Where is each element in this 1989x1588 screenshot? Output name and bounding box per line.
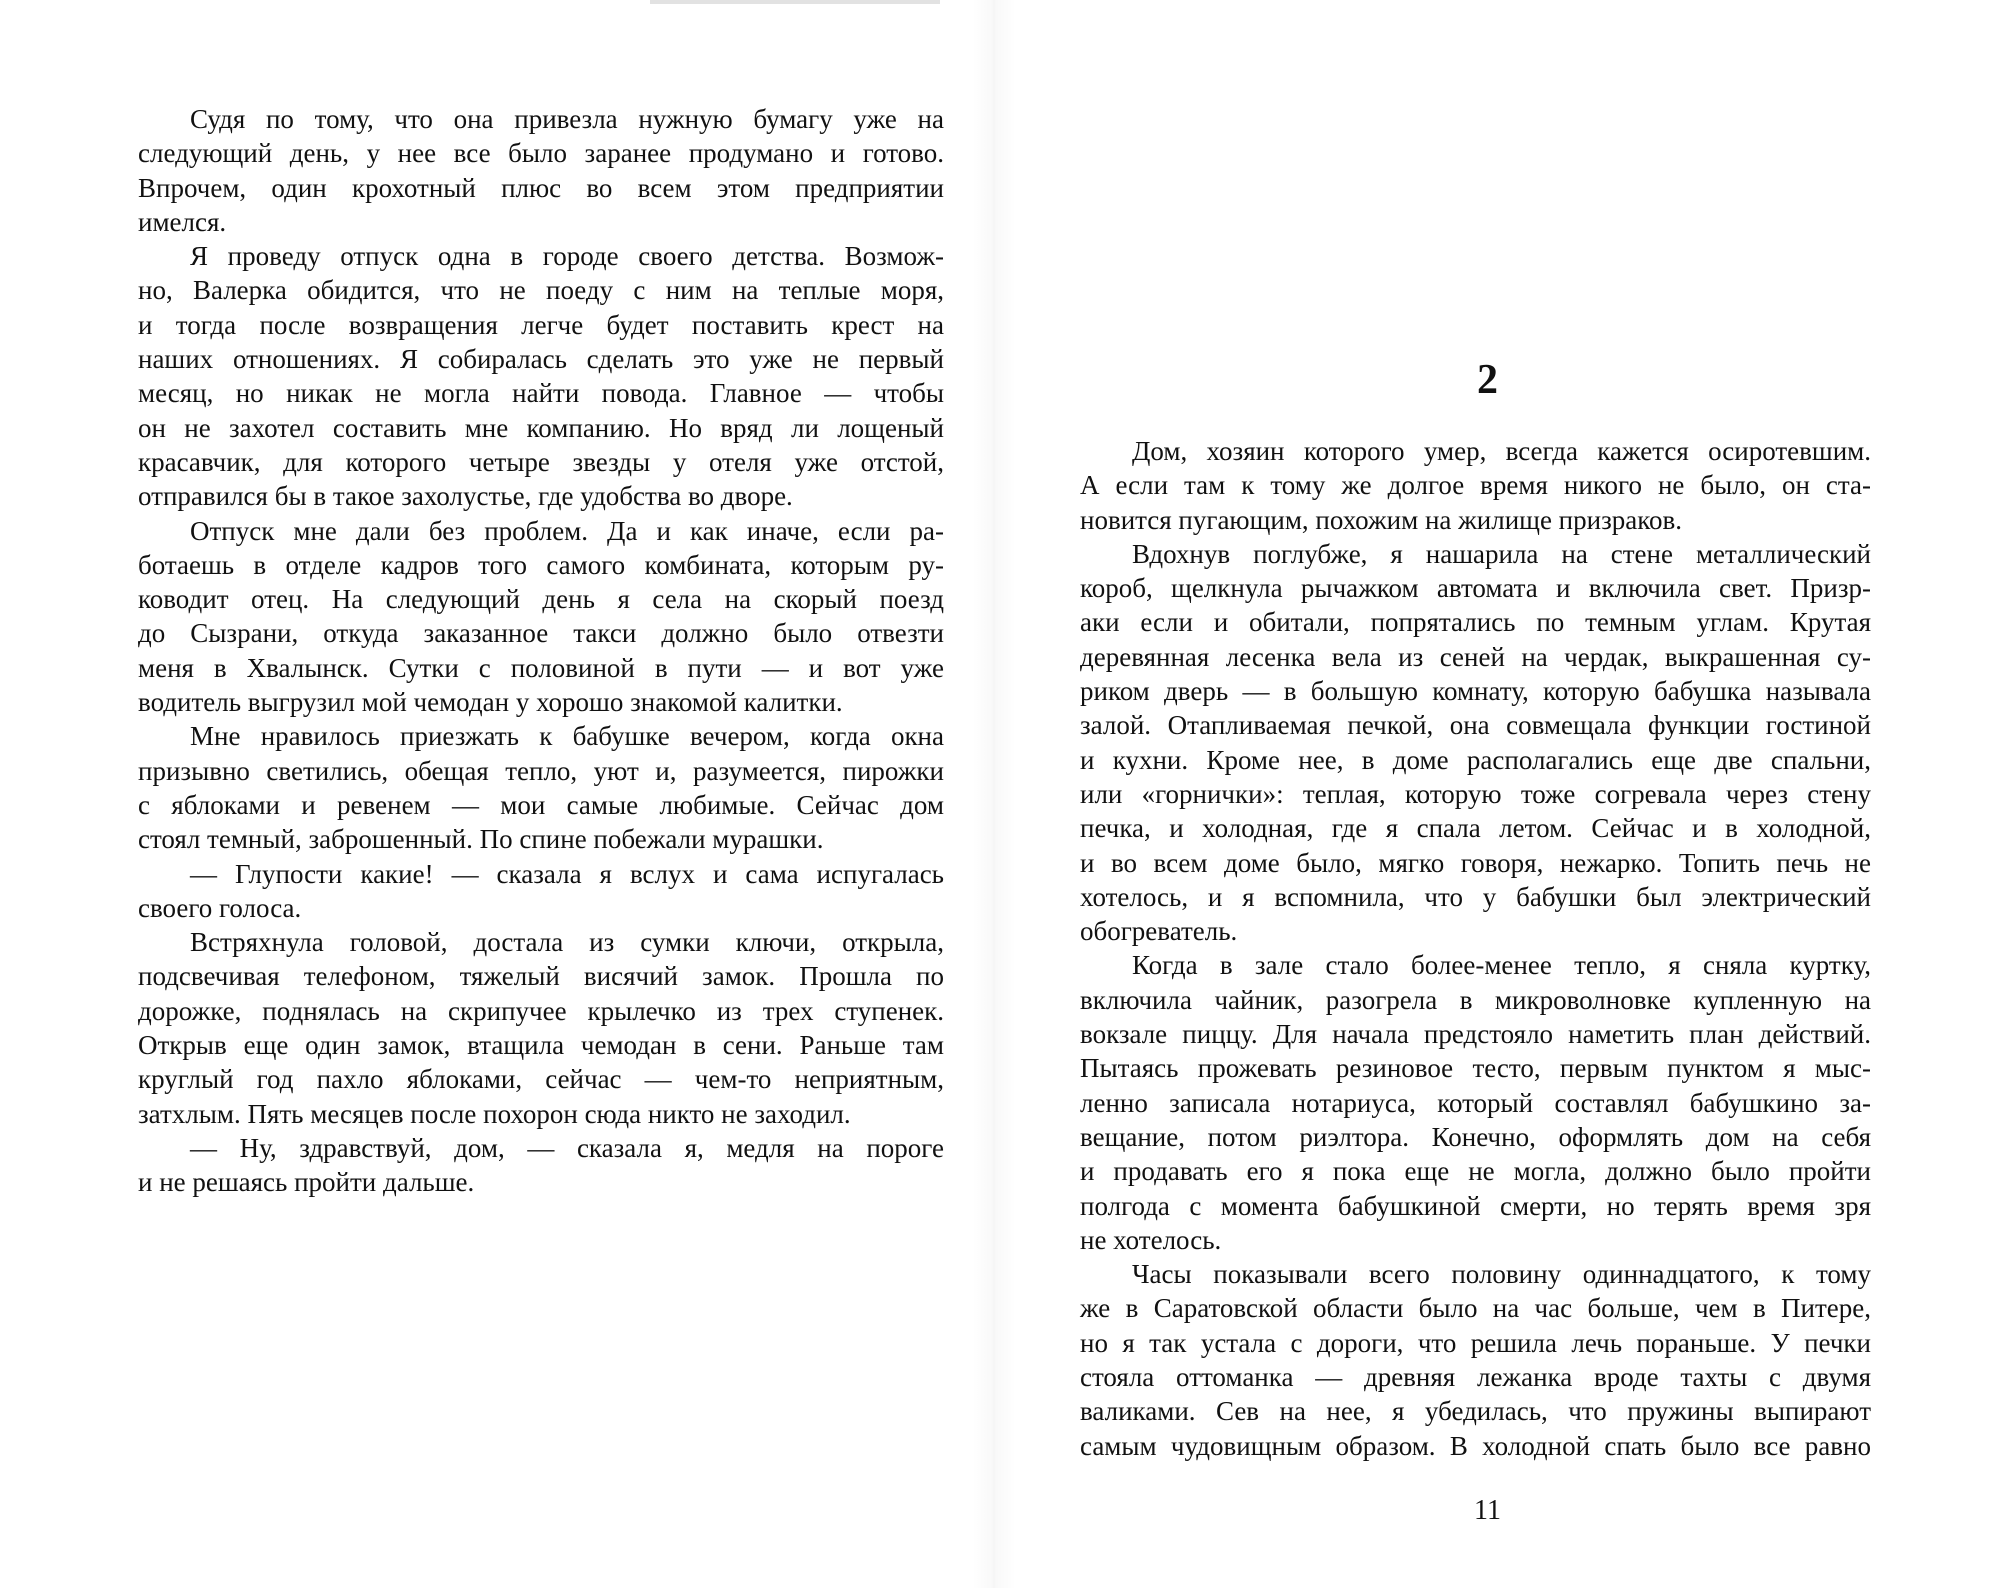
text-line: ководит отец. На следующий день я села на скорый поезд bbox=[138, 584, 944, 615]
text-line: деревянная лесенка вела из сеней на чердак, выкрашенная су- bbox=[1080, 641, 1871, 672]
page-number: 11 bbox=[1474, 1495, 1501, 1526]
text-line: новится пугающим, похожим на жилище призраков. bbox=[1080, 504, 1682, 535]
text-line: — Глупости какие! — сказала я вслух и сама испугалась bbox=[190, 858, 944, 889]
text-line: он не захотел составить мне компанию. Но вряд ли лощеный bbox=[138, 412, 944, 443]
text-line: меня в Хвалынск. Сутки с половиной в пути — и вот уже bbox=[138, 652, 944, 683]
text-line: отправился бы в такое захолустье, где удобства во дворе. bbox=[138, 481, 793, 512]
left-page bbox=[0, 0, 994, 1588]
text-line: но я так устала с дороги, что решила лечь пораньше. У печки bbox=[1080, 1327, 1871, 1358]
text-line: полгода с момента бабушкиной смерти, но терять время зря bbox=[1080, 1190, 1871, 1221]
text-line: Судя по тому, что она привезла нужную бумагу уже на bbox=[190, 104, 944, 134]
text-line: риком дверь — в большую комнату, которую бабушка называла bbox=[1080, 676, 1871, 707]
text-line: и не решаясь пройти дальше. bbox=[138, 1167, 475, 1198]
text-line: и кухни. Кроме нее, в доме располагались еще две спальни, bbox=[1080, 744, 1871, 775]
text-line: Впрочем, один крохотный плюс во всем этом предприятии bbox=[138, 172, 944, 203]
text-line: Пытаясь прожевать резиновое тесто, первым пунктом я мыс- bbox=[1080, 1053, 1871, 1084]
text-line: вокзале пиццу. Для начала предстояло наметить план действий. bbox=[1080, 1019, 1871, 1050]
right-page bbox=[994, 0, 1989, 1588]
text-line: короб, щелкнула рычажком автомата и включила свет. Призр- bbox=[1080, 573, 1871, 604]
book-fold bbox=[972, 0, 1016, 1588]
text-line: печка, и холодная, где я спала летом. Сейчас и в холодной, bbox=[1080, 813, 1871, 844]
text-line: своего голоса. bbox=[138, 892, 302, 923]
text-line: обогреватель. bbox=[1080, 916, 1238, 947]
text-line: валиками. Сев на нее, я убедилась, что пружины выпирают bbox=[1080, 1396, 1871, 1427]
text-line: но, Валерка обидится, что не поеду с ним на теплые моря, bbox=[138, 275, 944, 306]
left-page-text bbox=[138, 102, 944, 1200]
text-line: затхлым. Пять месяцев после похорон сюда никто не заходил. bbox=[138, 1098, 851, 1129]
text-line: — Ну, здравствуй, дом, — сказала я, медля на пороге bbox=[190, 1132, 944, 1163]
text-line: Отпуск мне дали без проблем. Да и как иначе, если ра- bbox=[190, 515, 944, 546]
text-line: и во всем доме было, мягко говоря, нежарко. Топить печь не bbox=[1080, 847, 1871, 878]
text-line: водитель выгрузил мой чемодан у хорошо знакомой калитки. bbox=[138, 687, 843, 718]
text-line: наших отношениях. Я собиралась сделать это уже не первый bbox=[138, 344, 944, 375]
text-line: с яблоками и ревенем — мои самые любимые. Сейчас дом bbox=[138, 789, 944, 820]
text-line: залой. Отапливаемая печкой, она совмещала функции гостиной bbox=[1080, 710, 1871, 741]
text-line: красавчик, для которого четыре звезды у отеля уже отстой, bbox=[138, 446, 944, 477]
right-page-text bbox=[1080, 434, 1871, 1463]
text-line: А если там к тому же долгое время никого не было, он ста- bbox=[1080, 470, 1871, 501]
text-line: месяц, но никак не могла найти повода. Главное — чтобы bbox=[138, 378, 944, 409]
text-line: подсвечивая телефоном, тяжелый висячий замок. Прошла по bbox=[138, 961, 944, 992]
text-line: Открыв еще один замок, втащила чемодан в сени. Раньше там bbox=[138, 1030, 944, 1061]
text-line: ленно записала нотариуса, который составлял бабушкино за- bbox=[1080, 1087, 1871, 1118]
text-line: круглый год пахло яблоками, сейчас — чем-то неприятным, bbox=[138, 1064, 944, 1095]
text-line: дорожке, поднялась на скрипучее крылечко из трех ступенек. bbox=[138, 995, 944, 1026]
text-line: или «горнички»: теплая, которую тоже согревала через стену bbox=[1080, 778, 1871, 809]
text-line: до Сызрани, откуда заказанное такси должно было отвезти bbox=[138, 618, 944, 649]
text-line: не хотелось. bbox=[1080, 1224, 1222, 1255]
text-line: аки если и обитали, попрятались по темным углам. Крутая bbox=[1080, 607, 1871, 638]
text-line: и продавать его я пока еще не могла, должно было пройти bbox=[1080, 1156, 1871, 1187]
text-line: призывно светились, обещая тепло, уют и, разумеется, пирожки bbox=[138, 755, 944, 786]
text-line: Встряхнула головой, достала из сумки ключи, открыла, bbox=[190, 927, 944, 958]
text-line: Я проведу отпуск одна в городе своего детства. Возмож- bbox=[190, 241, 944, 272]
text-line: Часы показывали всего половину одиннадцатого, к тому bbox=[1132, 1259, 1871, 1290]
text-line: Мне нравилось приезжать к бабушке вечером, когда окна bbox=[190, 721, 944, 752]
text-line: стояла оттоманка — древняя лежанка вроде тахты с двумя bbox=[1080, 1362, 1871, 1393]
text-line: стоял темный, заброшенный. По спине побежали мурашки. bbox=[138, 824, 824, 855]
text-line: хотелось, и я вспомнила, что у бабушки был электрический bbox=[1080, 881, 1871, 912]
text-line: самым чудовищным образом. В холодной спать было все равно bbox=[1080, 1430, 1871, 1461]
chapter-number: 2 bbox=[1477, 357, 1498, 403]
text-line: следующий день, у нее все было заранее продумано и готово. bbox=[138, 138, 944, 169]
text-line: включила чайник, разогрела в микроволновке купленную на bbox=[1080, 984, 1871, 1015]
text-line: Вдохнув поглубже, я нашарила на стене металлический bbox=[1132, 538, 1871, 569]
text-line: ботаешь в отделе кадров того самого комбината, которым ру- bbox=[138, 549, 944, 580]
text-line: Когда в зале стало более-менее тепло, я сняла куртку, bbox=[1132, 950, 1871, 981]
text-line: и тогда после возвращения легче будет поставить крест на bbox=[138, 309, 944, 340]
text-line: же в Саратовской области было на час больше, чем в Питере, bbox=[1080, 1293, 1871, 1324]
text-line: вещание, потом риэлтора. Конечно, оформлять дом на себя bbox=[1080, 1121, 1871, 1152]
text-line: имелся. bbox=[138, 206, 227, 237]
text-line: Дом, хозяин которого умер, всегда кажется осиротевшим. bbox=[1132, 436, 1871, 466]
